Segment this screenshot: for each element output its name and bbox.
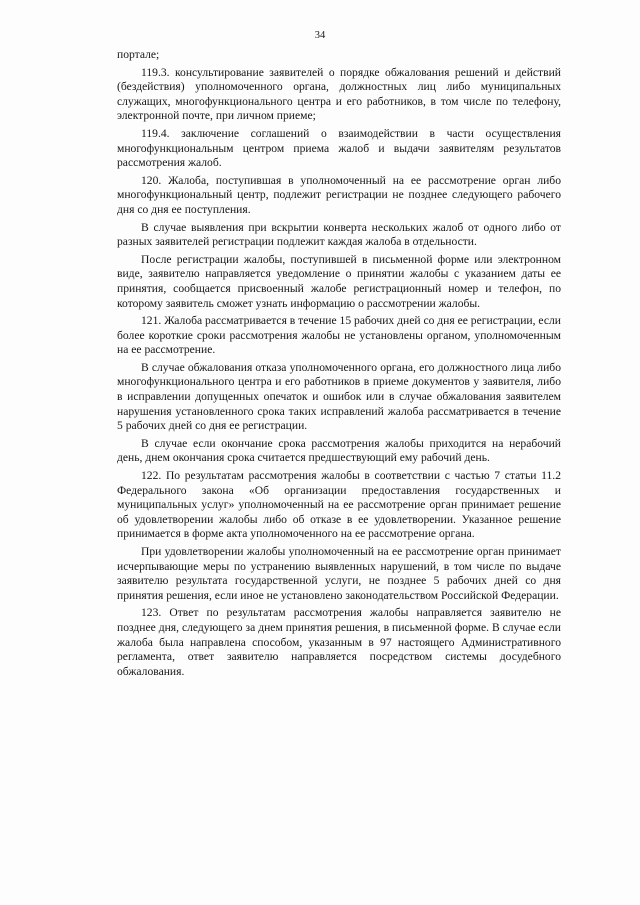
paragraph-121: 121. Жалоба рассматривается в течение 15 рабочих дней со дня ее регистрации, если более короткие сроки рассмотрения жалобы не установлены органом, уполномоченным на ее рассмотрение. xyxy=(117,314,561,357)
paragraph-122-satisfaction: При удовлетворении жалобы уполномоченный на ее рассмотрение орган принимает исчерпывающие меры по устранению выявленных нарушений, в том числе по выдаче заявителю результата государственной услуги, не позднее 5 рабочих дней со дня принятия решения, если иное не установлено законодательством Российской Федерации. xyxy=(117,545,561,602)
paragraph-119-4: 119.4. заключение соглашений о взаимодействии в части осуществления многофункциональным центром приема жалоб и выдачи заявителям результатов рассмотрения жалоб. xyxy=(117,126,561,170)
paragraph-120: 120. Жалоба, поступившая в уполномоченный на ее рассмотрение орган либо многофункциональный центр, подлежит регистрации не позднее следующего рабочего дня со дня ее поступления. xyxy=(117,173,561,216)
paragraph-122: 122. По результатам рассмотрения жалобы в соответствии с частью 7 статьи 11.2 Федерального закона «Об организации предоставления государственных и муниципальных услуг» уполномоченный на ее рассмотрение орган принимает решение об удовлетворении жалобы либо об отказе в ее удовлетворении. Указанное решение принимается в форме акта уполномоченного на ее рассмотрение органа. xyxy=(117,469,561,541)
paragraph-123: 123. Ответ по результатам рассмотрения жалобы направляется заявителю не позднее дня, следующего за днем принятия решения, в письменной форме. В случае если жалоба была направлена способом, указанным в 97 настоящего Административного регламента, ответ заявителю направляется посредством системы досудебного обжалования. xyxy=(117,606,561,678)
paragraph-portal-continuation: порталe; xyxy=(117,48,160,61)
document-body xyxy=(117,48,561,679)
paragraph-120-notification: После регистрации жалобы, поступившей в письменной форме или электронном виде, заявителю направляется уведомление о принятии жалобы с указанием даты ее принятия, сообщается присвоенный жалобе регистрационный номер и телефон, по которому заявитель сможет узнать информацию о рассмотрении жалобы. xyxy=(117,252,561,310)
paragraph-121-refusal: В случае обжалования отказа уполномоченного органа, его должностного лица либо многофункционального центра и его работников в приеме документов у заявителя, либо в исправлении допущенных опечаток и ошибок или в случае обжалования заявителем нарушения установленного срока таких исправлений жалоба рассматривается в течение 5 рабочих дней со дня ее регистрации. xyxy=(117,360,561,433)
paragraph-119-3: 119.3. консультирование заявителей о порядке обжалования решений и действий (бездействия) уполномоченного органа, должностных лиц либо муниципальных служащих, многофункционального центра и его работников, в том числе по телефону, электронной почте, при личном приеме; xyxy=(117,65,561,123)
paragraph-120-envelope: В случае выявления при вскрытии конверта нескольких жалоб от одного либо от разных заявителей регистрации подлежит каждая жалоба в отдельности. xyxy=(117,220,561,249)
paragraph-121-nonworking-day: В случае если окончание срока рассмотрения жалобы приходится на нерабочий день, днем окончания срока считается предшествующий ему рабочий день. xyxy=(117,436,561,465)
page-number: 34 xyxy=(314,30,326,41)
